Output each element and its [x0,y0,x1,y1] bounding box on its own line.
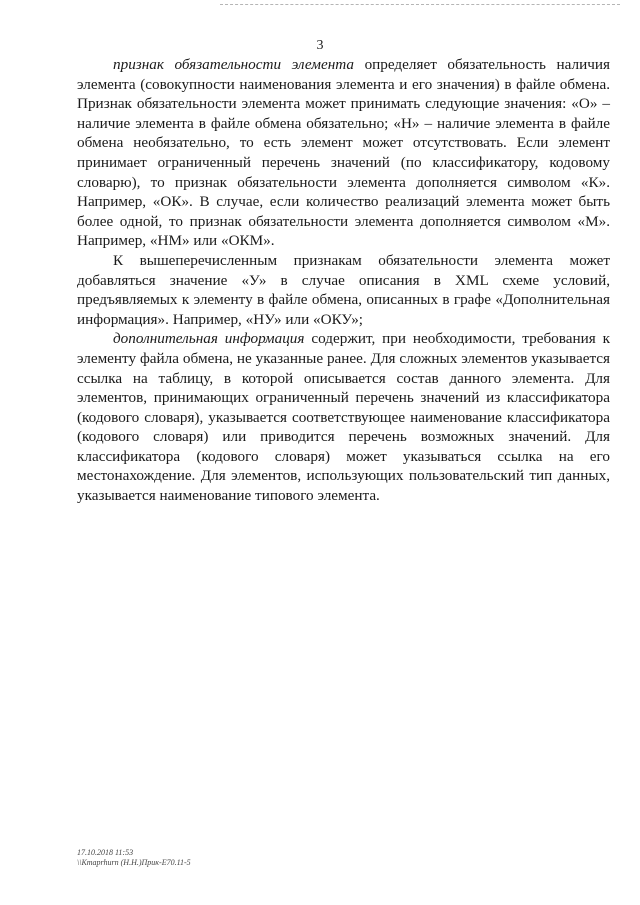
line-text: более одной, то признак обязательности элемента дополняется символом «М». [77,212,610,230]
line-text: обмена необязательно, то есть элемент может отсутствовать. Если элемент [77,134,610,152]
text-line [77,447,610,467]
text-line [77,133,610,153]
footer-timestamp: 17.10.2018 11:53 [77,848,134,857]
line-text: предъявляемых к элементу в файле обмена, описанных в графе «Дополнительная [77,291,610,309]
line-text: принимает ограниченный перечень значений (по классификатору, кодовому [77,153,610,171]
text-line [77,290,610,310]
line-text: Например, «НМ» или «ОКМ». [77,232,275,250]
line-text: добавляться значение «У» в случае описания в XML схеме условий, [77,271,610,289]
line-text: Признак обязательности элемента может принимать следующие значения: «О» – [77,95,610,113]
line-text: информация». Например, «НУ» или «ОКУ»; [77,310,364,328]
text-line [77,251,610,271]
line-text: (кодового словаря), указывается соответствующее наименование классификатора [77,408,610,426]
text-line [77,329,610,349]
document-body [77,55,610,506]
paragraph [77,329,610,505]
line-text: содержит, при необходимости, требования к [304,330,610,348]
text-line [77,212,610,232]
text-line [77,271,610,291]
line-text: элементу файла обмена, не указанные ранее. Для сложных элементов указывается [77,349,610,367]
text-line [77,427,610,447]
term-italic: дополнительная информация [113,330,305,348]
line-text: указывается наименование типового элемента. [77,487,380,505]
text-line [77,153,610,173]
paragraph [77,251,610,329]
text-line [77,192,610,212]
line-text: определяет обязательность наличия [354,56,610,73]
text-line [77,94,610,114]
scan-edge-line [220,4,620,5]
line-text: Например, «ОК». В случае, если количество реализаций элемента может быть [77,193,610,211]
line-text: наличие элемента в файле обмена обязательно; «Н» – наличие элемента в файле [77,114,610,132]
line-text: местонахождение. Для элементов, использующих пользовательский тип данных, [77,467,610,485]
text-line [77,486,610,506]
line-text: словарю), то признак обязательности элемента дополняется символом «К». [77,173,610,191]
paragraph [77,55,610,251]
term-italic: признак обязательности элемента [113,56,354,73]
footer-file-path: \\Kmaprhurn (Н.Н.)Прик-Е70.11-5 [77,858,191,867]
text-line [77,310,610,330]
line-text: ссылка на таблицу, в которой описывается состав данного элемента. Для [77,369,610,387]
text-line [77,75,610,95]
text-line [77,114,610,134]
text-line [77,349,610,369]
text-line [77,55,610,75]
text-line [77,466,610,486]
page-number: 3 [316,38,324,53]
line-text: (кодового словаря) или приводится перечень возможных значений. Для [77,428,610,446]
line-text: элементов, принимающих ограниченный перечень значений из классификатора [77,389,610,407]
text-line [77,388,610,408]
footer-stamp [77,848,191,868]
text-line [77,408,610,428]
line-text: классификатора (кодового словаря) может указываться ссылка на его [77,447,610,465]
line-text: К вышеперечисленным признакам обязательности элемента может [113,251,610,269]
line-text: элемента (совокупности наименования элемента и его значения) в файле обмена. [77,75,610,93]
text-line [77,231,610,251]
text-line [77,173,610,193]
text-line [77,369,610,389]
